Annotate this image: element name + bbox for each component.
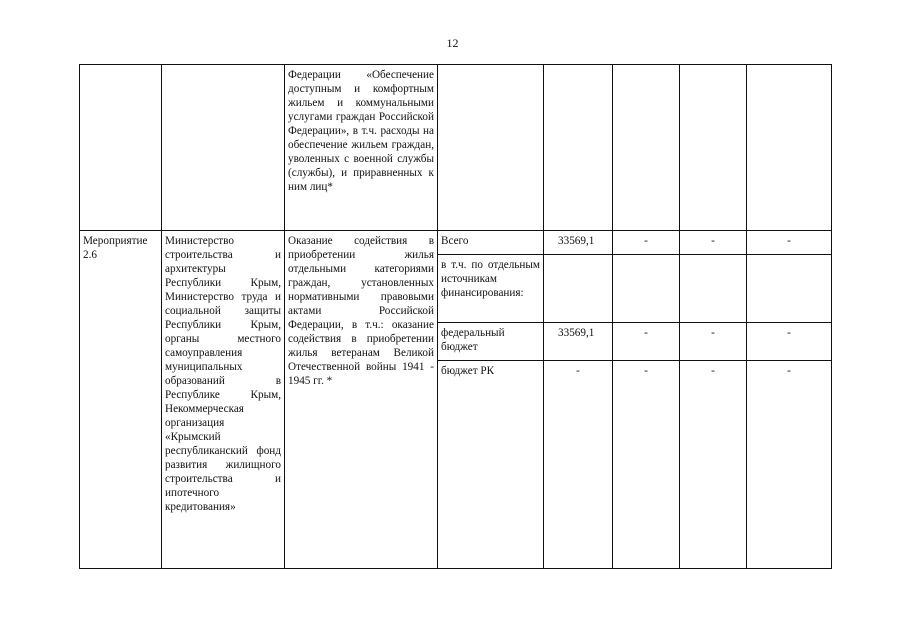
cell-empty	[438, 65, 544, 231]
table-row-continuation	[80, 65, 832, 231]
value-cell: -	[613, 323, 680, 361]
cell-empty	[747, 65, 832, 231]
executors-cell: Министерство строительства и архитектуры Республики Крым, Министерство труда и социальной защиты Республики Крым, органы местного самоуправления муниципальных образований в Республике Крым, Некоммерческая организация «Крымский республиканский фонд развития жилищного строительства и ипотечного кредитования»	[162, 231, 285, 569]
value-cell	[680, 255, 747, 323]
value-cell: -	[747, 323, 832, 361]
funding-source-cell: федеральный бюджет	[438, 323, 544, 361]
funding-source-cell: Всего	[438, 231, 544, 255]
measure-id-cell: Мероприятие 2.6	[80, 231, 162, 569]
cell-empty	[544, 65, 613, 231]
measure-description-cell: Оказание содействия в приобретении жилья отдельными категориями граждан, установленных нормативными правовыми актами Российской Федерации, в т.ч.: оказание содействия в приобретении жилья ветеранам Великой Отечественной войны 1941 - 1945 гг. *	[285, 231, 438, 569]
cell-empty	[613, 65, 680, 231]
value-cell: -	[613, 361, 680, 569]
value-cell	[544, 255, 613, 323]
funding-source-cell: бюджет РК	[438, 361, 544, 569]
funding-table	[79, 64, 832, 569]
program-table	[79, 64, 831, 568]
value-cell	[613, 255, 680, 323]
value-cell: 33569,1	[544, 323, 613, 361]
page-number: 12	[446, 36, 459, 50]
funding-source-cell: в т.ч. по отдельным источникам финансирования:	[438, 255, 544, 323]
value-cell: -	[747, 361, 832, 569]
value-cell: 33569,1	[544, 231, 613, 255]
table-row-total	[80, 231, 832, 255]
cell-empty	[680, 65, 747, 231]
value-cell: -	[613, 231, 680, 255]
value-cell	[747, 255, 832, 323]
cell-empty	[80, 65, 162, 231]
value-cell: -	[680, 231, 747, 255]
value-cell: -	[680, 361, 747, 569]
value-cell: -	[544, 361, 613, 569]
prev-description-cell: Федерации «Обеспечение доступным и комфортным жильем и коммунальными услугами граждан Российской Федерации», в т.ч. расходы на обеспечение жильем граждан, уволенных с военной службы (службы), и приравненных к ним лиц*	[285, 65, 438, 231]
value-cell: -	[680, 323, 747, 361]
value-cell: -	[747, 231, 832, 255]
cell-empty	[162, 65, 285, 231]
